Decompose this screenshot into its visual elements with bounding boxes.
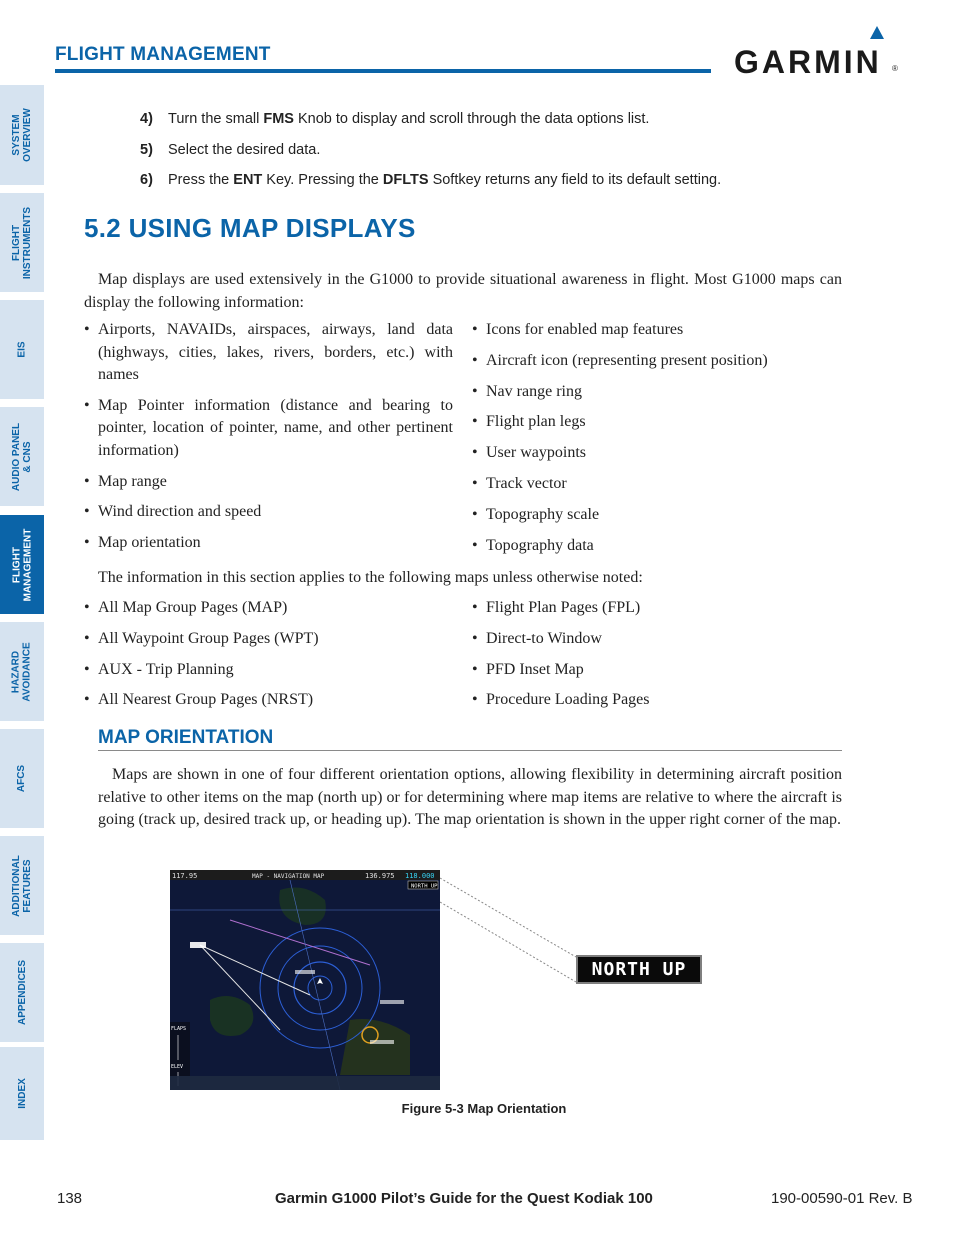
step-text: Softkey returns any field to its default setting. [428,172,722,188]
logo-registered-mark: ® [892,64,898,73]
bullet-item: • AUX - Trip Planning [84,659,453,682]
step-key: FMS [263,111,294,127]
north-up-callout-text: NORTH UP [591,959,687,980]
screen-page-title: MAP - NAVIGATION MAP [252,873,325,880]
section-title: 5.2 USING MAP DISPLAYS [84,213,416,243]
bullet-item: • Flight plan legs [472,411,842,434]
tab-label: AUDIO PANEL & CNS [11,422,33,491]
step-text: Knob to display and scroll through the data options list. [293,111,650,127]
page-number: 138 [57,1190,83,1207]
bullet-item: • Map Pointer information (distance and bearing to pointer, location of pointer, name, and other pertinent information) [84,395,453,463]
bullet-item: • Nav range ring [472,381,842,404]
bullet-item: • All Waypoint Group Pages (WPT) [84,628,453,651]
bullet-item: • Procedure Loading Pages [472,689,842,712]
step-number: 4) [140,111,153,127]
bullet-item: • Wind direction and speed [84,501,453,524]
screen-com-standby: 118.000 [405,872,435,880]
map-screenshot [170,870,440,1090]
screen-flaps-label: FLAPS [171,1026,187,1032]
bullet-item: • Map orientation [84,532,453,555]
step-text: Select the desired data. [168,142,321,158]
screen-com-freq: 136.975 [365,872,395,880]
tab-label: FLIGHT MANAGEMENT [11,528,33,601]
step-text: Press the [168,172,234,188]
bullet-item: • Airports, NAVAIDs, airspaces, airways, land data (highways, cities, lakes, rivers, borders, etc.) with names [84,319,453,387]
bullet-item: • All Nearest Group Pages (NRST) [84,689,453,712]
bullet-item: • PFD Inset Map [472,659,842,682]
step-number: 5) [140,142,153,158]
bullet-item: • All Map Group Pages (MAP) [84,597,453,620]
map-screen-graphic [170,870,440,1090]
applies-paragraph: The information in this section applies to the following maps unless otherwise noted: [98,569,643,586]
bullet-item: • Aircraft icon (representing present position) [472,350,842,373]
step-text: Turn the small [168,111,264,127]
bullet-item: • Track vector [472,473,842,496]
step-text: Key. Pressing the [262,172,383,188]
tab-label: INDEX [16,1078,28,1109]
screen-elev-label: ELEV [171,1064,184,1070]
bullet-item: • Map range [84,471,453,494]
logo-text: GARMIN [734,44,882,80]
screen-orientation-text: NORTH UP [411,883,438,890]
tab-label: SYSTEM OVERVIEW [11,108,33,162]
bullet-item: • User waypoints [472,442,842,465]
north-up-callout [576,955,702,984]
bullet-item: • Icons for enabled map features [472,319,842,342]
bullet-item: • Direct-to Window [472,628,842,651]
footer-title: Garmin G1000 Pilot’s Guide for the Quest Kodiak 100 [275,1190,653,1207]
orientation-paragraph: Maps are shown in one of four different orientation options, allowing flexibility in determining aircraft position relative to other items on the map (north up) or for determining where map items are relative to where the aircraft is going (track up, desired track up, or heading up). The map orientation is shown in the upper right corner of the map. [98,766,842,828]
tab-label: AFCS [16,764,28,793]
tab-label: EIS [16,341,28,358]
tab-label: APPENDICES [16,959,28,1026]
subsection-title: MAP ORIENTATION [98,727,274,748]
step-key: ENT [233,172,263,188]
tab-label: HAZARD AVOIDANCE [11,641,34,702]
footer-doc-number: 190-00590-01 Rev. B [771,1190,913,1207]
step-number: 6) [140,172,153,188]
intro-paragraph: Map displays are used extensively in the G1000 to provide situational awareness in flight. Most G1000 maps can display the following information: [84,271,842,311]
tab-label: ADDITIONAL FEATURES [11,854,34,917]
bullet-item: • Topography data [472,535,842,558]
figure-caption: Figure 5-3 Map Orientation [401,1101,567,1116]
bullet-item: • Flight Plan Pages (FPL) [472,597,842,620]
tab-label: FLIGHT INSTRUMENTS [11,206,34,279]
section-header: FLIGHT MANAGEMENT [55,44,271,65]
screen-nav-freq: 117.95 [172,872,198,880]
step-key: DFLTS [382,172,429,188]
bullet-item: • Topography scale [472,504,842,527]
